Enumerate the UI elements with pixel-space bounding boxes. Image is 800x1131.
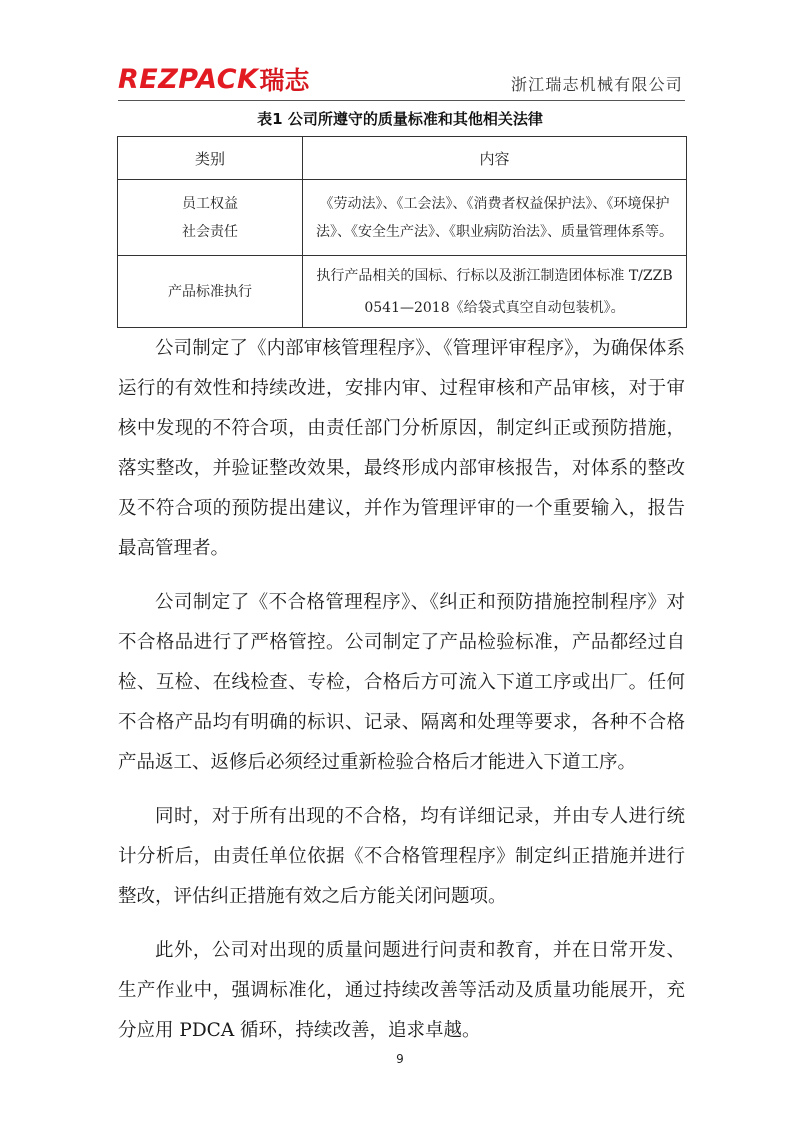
company-logo [118,64,309,94]
table-row [118,180,687,256]
content-line: 法》、《安全生产法》、《职业病防治法》、质量管理体系等。 [316,223,673,240]
standards-table [117,136,687,328]
paragraph: 此外，公司对出现的质量问题进行问责和教育，并在日常开发、生产作业中，强调标准化，通过持续改善等活动及质量功能展开，充分应用 PDCA 循环，持续改善，追求卓越。 [118,940,685,1041]
paragraph: 同时，对于所有出现的不合格，均有详细记录，并由专人进行统计分析后，由责任单位依据《不合格管理程序》制定纠正措施并进行整改，评估纠正措施有效之后方能关闭问题项。 [118,806,685,907]
table-header-row [118,137,687,180]
category-line: 产品标准执行 [168,283,252,300]
paragraph: 公司制定了《不合格管理程序》、《纠正和预防措施控制程序》对不合格品进行了严格管控。公司制定了产品检验标准，产品都经过自检、互检、在线检查、专检，合格后方可流入下道工序或出厂。任何不合格产品均有明确的标识、记录、隔离和处理等要求，各种不合格产品返工、返修后必须经过重新检验合格后才能进入下道工序。 [118,592,685,773]
company-name: 浙江瑞志机械有限公司 [510,75,683,94]
content-line: 0541—2018《给袋式真空自动包装机》。 [364,299,625,316]
category-line: 社会责任 [182,223,238,240]
header-category: 类别 [118,137,303,180]
header-content: 内容 [303,137,687,180]
table-caption: 表1 公司所遵守的质量标准和其他相关法律 [257,110,543,128]
logo-wordmark: REZPACK [118,63,259,95]
content-line: 执行产品相关的国标、行标以及浙江制造团体标准 T/ZZB [316,267,673,284]
page-header [118,58,685,101]
body-text [118,329,685,1065]
content-cell [303,256,687,328]
category-cell [118,256,303,328]
content-cell [303,180,687,256]
category-cell [118,180,303,256]
paragraph: 公司制定了《内部审核管理程序》、《管理评审程序》，为确保体系运行的有效性和持续改进，安排内审、过程审核和产品审核，对于审核中发现的不符合项，由责任部门分析原因，制定纠正或预防措施，落实整改，并验证整改效果，最终形成内部审核报告，对体系的整改及不符合项的预防提出建议，并作为管理评审的一个重要输入，报告最高管理者。 [118,338,685,559]
logo-chinese-name: 瑞志 [259,66,310,95]
page-number: 9 [396,1052,404,1066]
category-line: 员工权益 [182,195,238,212]
table-row [118,256,687,328]
content-line: 《劳动法》、《工会法》、《消费者权益保护法》、《环境保护 [319,195,670,212]
